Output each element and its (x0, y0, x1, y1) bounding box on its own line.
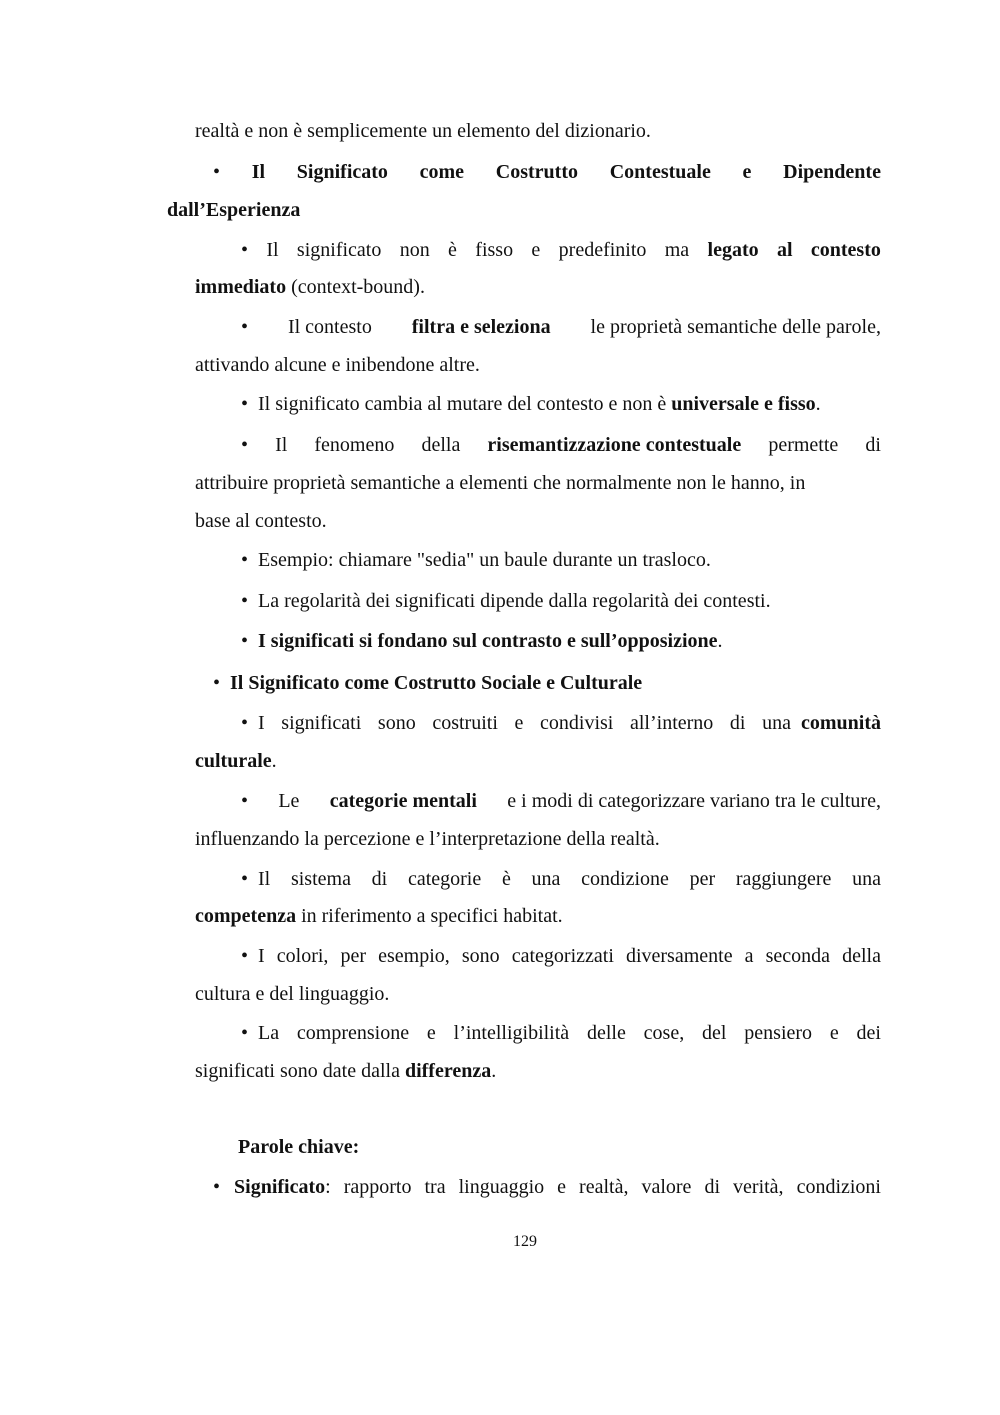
list-item: • Il contesto filtra e seleziona le proprietà semantiche delle parole, (241, 316, 881, 338)
list-item: • Il significato non è fisso e predefinito ma legato al contesto (241, 239, 881, 261)
page-number: 129 (513, 1233, 537, 1250)
list-item-cont: base al contesto. (195, 510, 327, 532)
list-item: • I colori, per esempio, sono categorizzati diversamente a seconda della (241, 945, 881, 967)
list-item: • Il significato cambia al mutare del contesto e non è universale e fisso. (241, 393, 821, 415)
list-item: • Le categorie mentali e i modi di categorizzare variano tra le culture, (241, 790, 881, 812)
list-item-cont: culturale. (195, 750, 277, 772)
list-item-cont: attivando alcune e inibendone altre. (195, 354, 480, 376)
section-heading: • Il Significato come Costrutto Contestuale e Dipendente (213, 161, 881, 183)
list-item-cont: competenza in riferimento a specifici habitat. (195, 905, 563, 927)
section-heading-cont: dall’Esperienza (167, 199, 301, 221)
keywords-title: Parole chiave: (238, 1136, 360, 1158)
list-item: • La comprensione e l’intelligibilità delle cose, del pensiero e dei (241, 1022, 881, 1044)
list-item: • La regolarità dei significati dipende dalla regolarità dei contesti. (241, 590, 771, 612)
list-item-cont: cultura e del linguaggio. (195, 983, 390, 1005)
list-item: • Il fenomeno della risemantizzazione contestuale permette di (241, 434, 881, 456)
list-item: • Significato: rapporto tra linguaggio e realtà, valore di verità, condizioni (213, 1176, 881, 1198)
list-item-cont: influenzando la percezione e l’interpretazione della realtà. (195, 828, 660, 850)
list-item-cont: significati sono date dalla differenza. (195, 1060, 497, 1082)
list-item: • Esempio: chiamare "sedia" un baule durante un trasloco. (241, 549, 711, 571)
list-item: • Il sistema di categorie è una condizione per raggiungere una (241, 868, 881, 890)
list-item: • I significati sono costruiti e condivisi all’interno di una comunità (241, 712, 881, 734)
list-item-cont: attribuire proprietà semantiche a elementi che normalmente non le hanno, in (195, 472, 806, 494)
paragraph-line: realtà e non è semplicemente un elemento del dizionario. (195, 120, 651, 142)
list-item-cont: immediato (context-bound). (195, 276, 425, 298)
list-item: • I significati si fondano sul contrasto e sull’opposizione. (241, 630, 723, 652)
section-heading: • Il Significato come Costrutto Sociale e Culturale (213, 672, 643, 694)
